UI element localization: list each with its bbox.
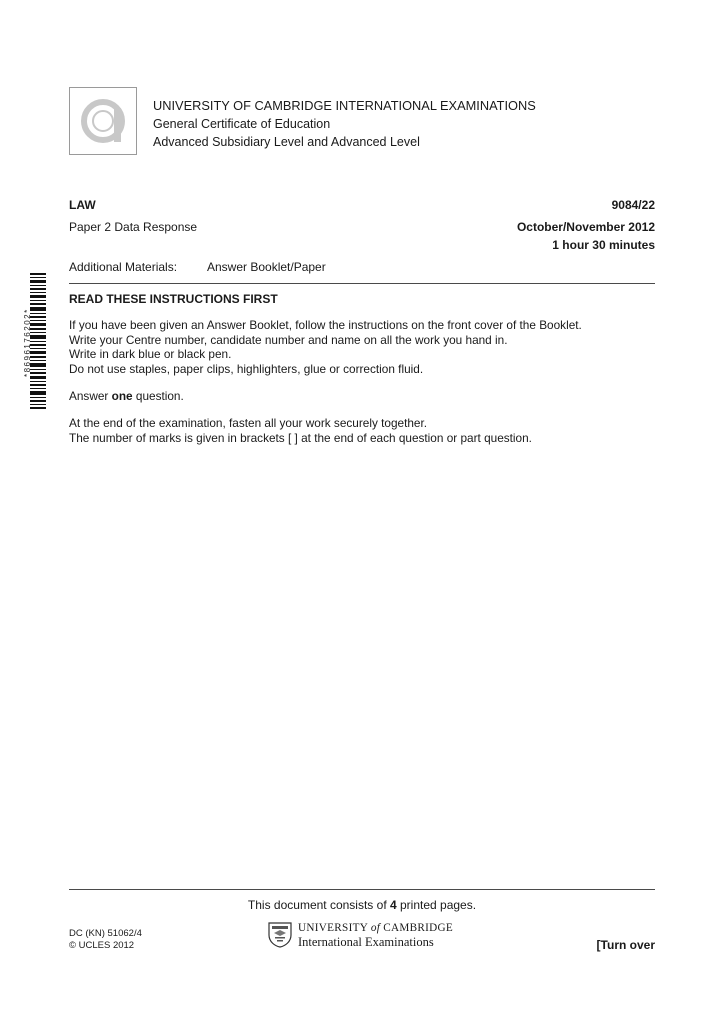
instruction-line: Write in dark blue or black pen.: [69, 347, 232, 362]
cie-letter-a-logo-icon: [69, 87, 137, 155]
pages-count: 4: [389, 898, 397, 912]
answer-suffix: question.: [132, 389, 184, 403]
copyright: © UCLES 2012: [69, 940, 135, 951]
end-instructions: [69, 416, 532, 445]
instruction-line: At the end of the examination, fasten all your work securely together.: [69, 416, 428, 430]
turn-over-note: [Turn over: [596, 938, 655, 952]
answer-prefix: Answer: [69, 389, 112, 403]
answer-count: one: [111, 389, 133, 403]
page-count-note: [0, 898, 724, 912]
divider-bottom: [69, 889, 655, 890]
instruction-line: Do not use staples, paper clips, highlighters, glue or correction fluid.: [69, 361, 424, 376]
pages-suffix: printed pages.: [396, 898, 477, 912]
pages-prefix: This document consists of: [247, 898, 390, 912]
instructions-heading: READ THESE INSTRUCTIONS FIRST: [69, 292, 278, 306]
exam-duration: 1 hour 30 minutes: [552, 238, 655, 252]
barcode-icon: [30, 273, 46, 411]
answer-instruction: [69, 389, 184, 404]
divider-top: [69, 283, 655, 284]
materials-label: Additional Materials:: [69, 260, 178, 274]
certificate-name: General Certificate of Education: [153, 117, 331, 131]
doc-code: DC (KN) 51062/4: [69, 928, 142, 939]
instruction-list: [69, 318, 582, 376]
instruction-line: Write your Centre number, candidate number and name on all the work you hand in.: [69, 332, 508, 347]
paper-code: 9084/22: [611, 198, 655, 212]
document-codes: [69, 928, 142, 952]
publisher-subtitle: International Examinations: [298, 935, 434, 949]
publisher-name: UNIVERSITY of CAMBRIDGE: [298, 922, 454, 934]
barcode-digits: *8696176202*: [23, 308, 32, 378]
materials-value: Answer Booklet/Paper: [207, 260, 326, 274]
university-name: UNIVERSITY OF CAMBRIDGE INTERNATIONAL EXAMINATIONS: [153, 98, 536, 113]
level-name: Advanced Subsidiary Level and Advanced Level: [153, 135, 420, 149]
exam-board-header: [153, 97, 536, 151]
instruction-line: The number of marks is given in brackets [ ] at the end of each question or part question.: [69, 430, 532, 445]
exam-session: October/November 2012: [516, 220, 655, 234]
subject-title: LAW: [69, 198, 96, 212]
instruction-line: If you have been given an Answer Booklet, follow the instructions on the front cover of the Booklet.: [69, 318, 582, 332]
paper-name: Paper 2 Data Response: [69, 220, 198, 234]
university-crest-icon: [268, 922, 292, 948]
